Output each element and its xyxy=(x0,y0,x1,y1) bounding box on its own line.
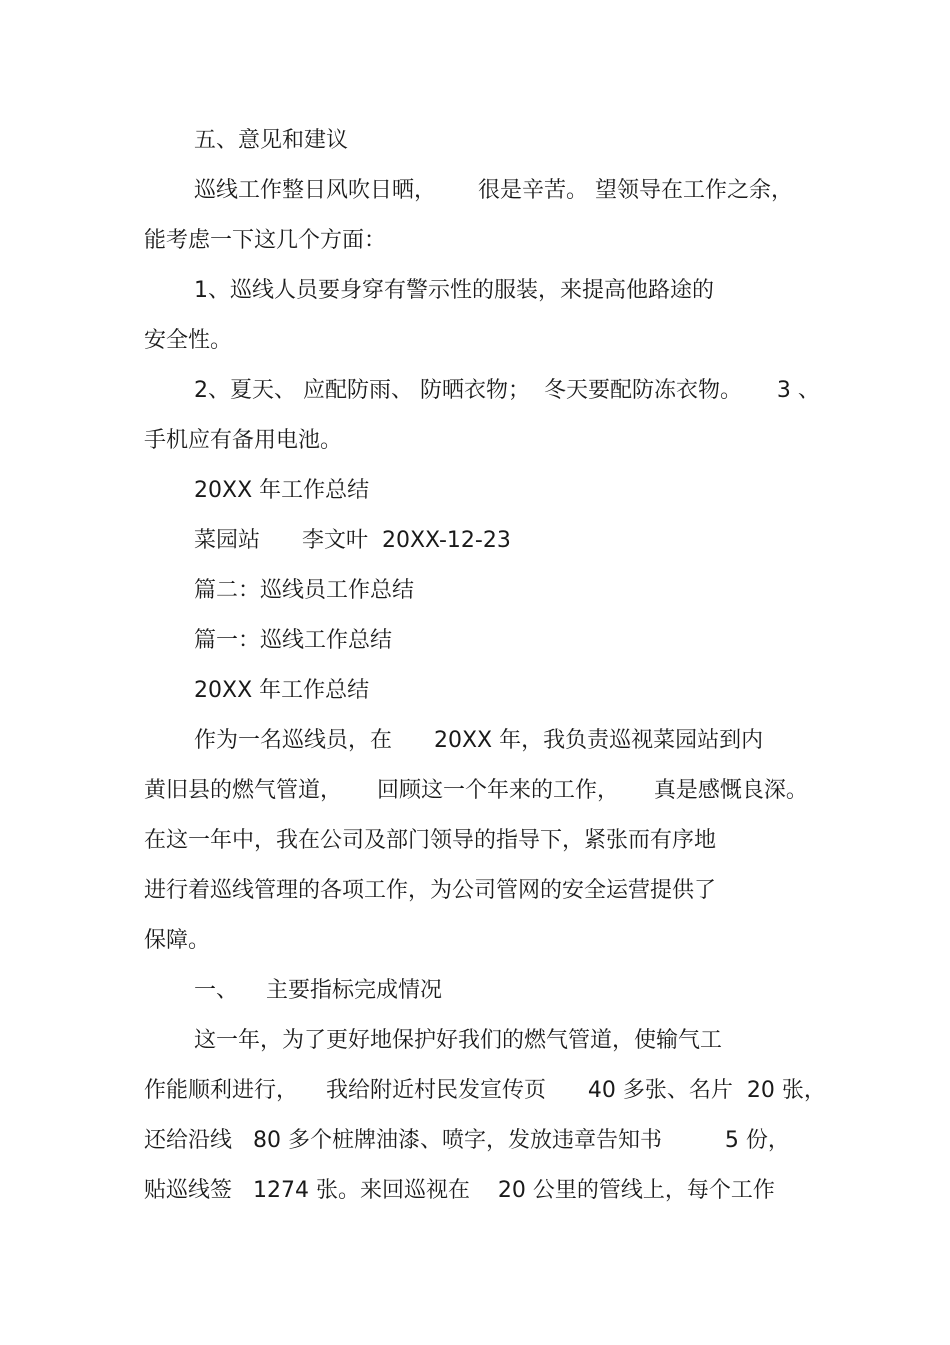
section-heading-suggestions: 五、意见和建议 xyxy=(194,128,349,153)
paragraph-line: 保障。 xyxy=(144,928,211,953)
paragraph-line: 安全性。 xyxy=(144,328,233,353)
paragraph-line: 作能顺利进行， 我给附近村民发宣传页 40 多张、名片 20 张， xyxy=(144,1078,826,1103)
paragraph-line: 手机应有备用电池。 xyxy=(144,428,343,453)
paragraph-line: 贴巡线签 1274 张。来回巡视在 20 公里的管线上，每个工作 xyxy=(144,1178,775,1203)
signature-line: 菜园站 李文叶 20XX-12-23 xyxy=(194,528,511,553)
list-item-1: 1、巡线人员要身穿有警示性的服装，来提高他路途的 xyxy=(194,278,714,303)
paragraph-line: 作为一名巡线员，在 20XX 年，我负责巡视菜园站到内 xyxy=(194,728,764,753)
summary-title: 20XX 年工作总结 xyxy=(194,478,370,503)
paragraph-line: 黄旧县的燃气管道， 回顾这一个年来的工作， 真是感慨良深。 xyxy=(144,778,808,803)
section-heading-indicators: 一、 主要指标完成情况 xyxy=(194,978,442,1003)
summary-title: 20XX 年工作总结 xyxy=(194,678,370,703)
paragraph-line: 巡线工作整日风吹日晒， 很是辛苦。 望领导在工作之余， xyxy=(194,178,793,203)
paragraph-line: 在这一年中，我在公司及部门领导的指导下，紧张而有序地 xyxy=(144,828,717,853)
paragraph-line: 还给沿线 80 多个桩牌油漆、喷字，发放违章告知书 5 份， xyxy=(144,1128,790,1153)
article-title-1: 篇一：巡线工作总结 xyxy=(194,628,393,653)
paragraph-line: 进行着巡线管理的各项工作，为公司管网的安全运营提供了 xyxy=(144,878,717,903)
paragraph-line: 这一年，为了更好地保护好我们的燃气管道，使输气工 xyxy=(194,1028,723,1053)
list-item-2: 2、夏天、 应配防雨、 防晒衣物； 冬天要配防冻衣物。 3 、 xyxy=(194,378,820,403)
article-title-2: 篇二：巡线员工作总结 xyxy=(194,578,415,603)
paragraph-line: 能考虑一下这几个方面： xyxy=(144,228,387,253)
